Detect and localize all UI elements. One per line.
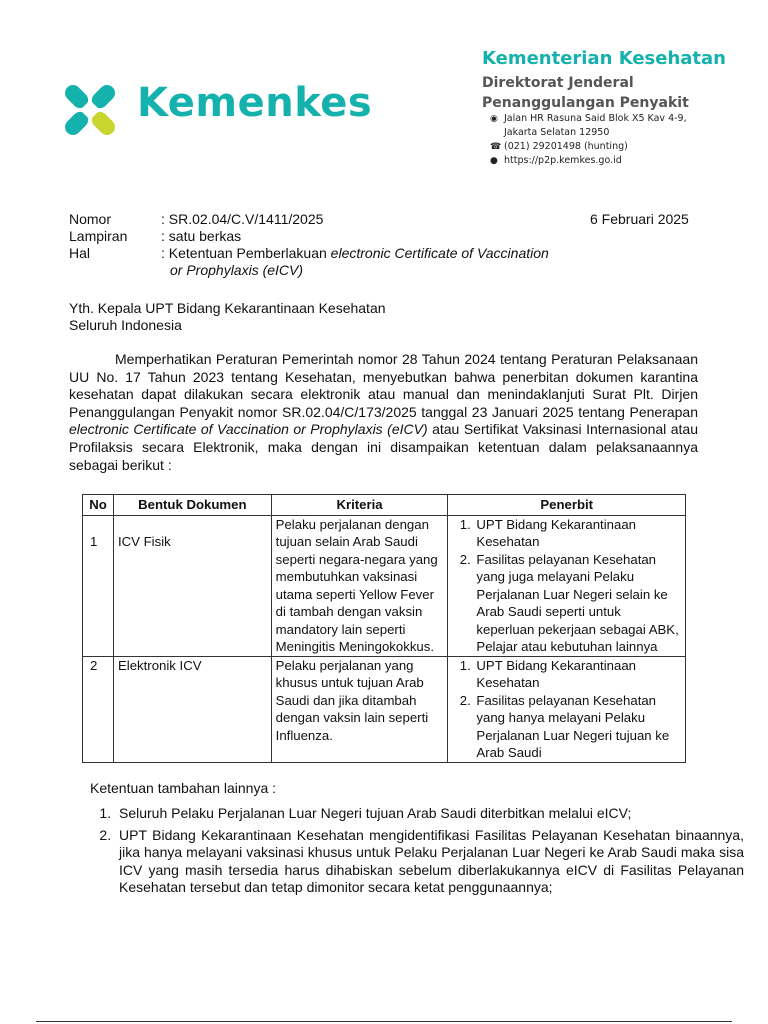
header-bentuk: Bentuk Dokumen	[113, 495, 271, 516]
row1-penerbit-item: 1. UPT Bidang Kekarantinaan Kesehatan	[474, 516, 681, 551]
row1-bentuk: ICV Fisik	[113, 515, 271, 656]
row1-penerbit-item: 2. Fasilitas pelayanan Kesehatan yang juga melayani Pelaku Perjalanan Luar Negeri selain ke Arab Saudi seperti untuk keperluan pekerjaan sebagai ABK, Pelajar atau kebutuhan lainnya	[474, 551, 681, 656]
addressee-line2: Seluruh Indonesia	[69, 317, 182, 333]
document-criteria-table	[82, 494, 686, 763]
hal-prefix: : Ketentuan Pemberlakuan	[161, 245, 331, 261]
nomor-label: Nomor	[69, 211, 112, 227]
hal-line2: or Prophylaxis (eICV)	[170, 262, 304, 278]
row2-kriteria: Pelaku perjalanan yang khusus untuk tujuan Arab Saudi dan jika ditambah dengan vaksin lain seperti Influenza.	[271, 656, 448, 762]
organization-header	[482, 48, 726, 113]
website-link[interactable]: https://p2p.kemkes.go.id	[504, 155, 622, 166]
row2-bentuk: Elektronik ICV	[113, 656, 271, 762]
address-line1: Jalan HR Rasuna Said Blok X5 Kav 4-9,	[504, 113, 687, 124]
table-row	[83, 515, 686, 656]
hal-label: Hal	[69, 245, 91, 261]
body-paragraph	[69, 351, 698, 474]
row2-penerbit-item: 2. Fasilitas pelayanan Kesehatan yang hanya melayani Pelaku Perjalanan Luar Negeri tujuan ke Arab Saudi	[474, 692, 681, 762]
phone-icon: ☎	[490, 142, 502, 152]
table-header-row	[83, 495, 686, 516]
globe-icon: ●	[490, 156, 498, 166]
header-kriteria: Kriteria	[271, 495, 448, 516]
letter-meta	[69, 211, 549, 279]
directorate-line2: Penanggulangan Penyakit	[482, 95, 689, 111]
location-pin-icon: ◉	[490, 114, 498, 124]
addressee	[69, 300, 386, 334]
header-no: No	[83, 495, 114, 516]
logo-wordmark: Kemenkes	[137, 80, 373, 126]
list-item: 1. Seluruh Pelaku Perjalanan Luar Negeri tujuan Arab Saudi diterbitkan melalui eICV;	[115, 805, 744, 823]
letter-date: 6 Februari 2025	[590, 211, 689, 227]
extra-list	[69, 805, 744, 901]
hal-italic: electronic Certificate of Vaccination	[330, 245, 549, 261]
row1-penerbit	[448, 515, 686, 656]
addressee-line1: Yth. Kepala UPT Bidang Kekarantinaan Kesehatan	[69, 300, 386, 316]
para-italic: electronic Certificate of Vaccination or Prophylaxis (eICV)	[69, 421, 428, 438]
row2-penerbit-item: 1. UPT Bidang Kekarantinaan Kesehatan	[474, 657, 681, 692]
nomor-value: : SR.02.04/C.V/1411/2025	[161, 211, 324, 227]
ministry-name: Kementerian Kesehatan	[482, 48, 726, 69]
row2-penerbit	[448, 656, 686, 762]
address-line2: Jakarta Selatan 12950	[504, 127, 610, 138]
para-part2: atau Sertifikat Vaksinasi Internasional atau Profilaksis secara Elektronik, maka dengan ini disampaikan ketentuan dalam pelaksanaannya sebagai berikut :	[69, 421, 699, 473]
lampiran-label: Lampiran	[69, 228, 128, 244]
hal-value	[161, 245, 549, 279]
list-item: 2. UPT Bidang Kekarantinaan Kesehatan mengidentifikasi Fasilitas Pelayanan Kesehatan binaannya, jika hanya melayani vaksinasi khusus untuk Pelaku Perjalanan Luar Negeri ke Arab Saudi maka sisa ICV yang masih tersedia harus dihabiskan sebelum diberlakukannya eICV di Fasilitas Pelayanan Kesehatan tersebut dan tetap dimonitor secara ketat penggunaannya;	[115, 827, 744, 897]
extra-title: Ketentuan tambahan lainnya :	[90, 780, 277, 796]
row1-kriteria: Pelaku perjalanan dengan tujuan selain Arab Saudi seperti negara-negara yang membutuhkan vaksinasi utama seperti Yellow Fever di tambah dengan vaksin mandatory lain seperti Meningitis Meningokokkus.	[271, 515, 448, 656]
contact-block	[490, 112, 687, 168]
lampiran-value: : satu berkas	[161, 228, 242, 244]
row1-no: 1	[83, 515, 114, 656]
table-row	[83, 656, 686, 762]
kemenkes-logo-icon	[56, 74, 124, 146]
para-part1: Memperhatikan Peraturan Pemerintah nomor 28 Tahun 2024 tentang Peraturan Pelaksanaan UU No. 17 Tahun 2023 tentang Kesehatan, menyebutkan bahwa penerbitan dokumen karantina kesehatan dapat dilakukan secara elektronik atau manual dan menindaklanjuti Surat Plt. Dirjen Penanggulangan Penyakit nomor SR.02.04/C/173/2025 tanggal 23 Januari 2025 tentang Penerapan	[69, 351, 698, 420]
footer-divider	[36, 1021, 732, 1022]
phone-number: (021) 29201498 (hunting)	[504, 141, 628, 152]
directorate-line1: Direktorat Jenderal	[482, 75, 634, 91]
row2-no: 2	[83, 656, 114, 762]
header-penerbit: Penerbit	[448, 495, 686, 516]
